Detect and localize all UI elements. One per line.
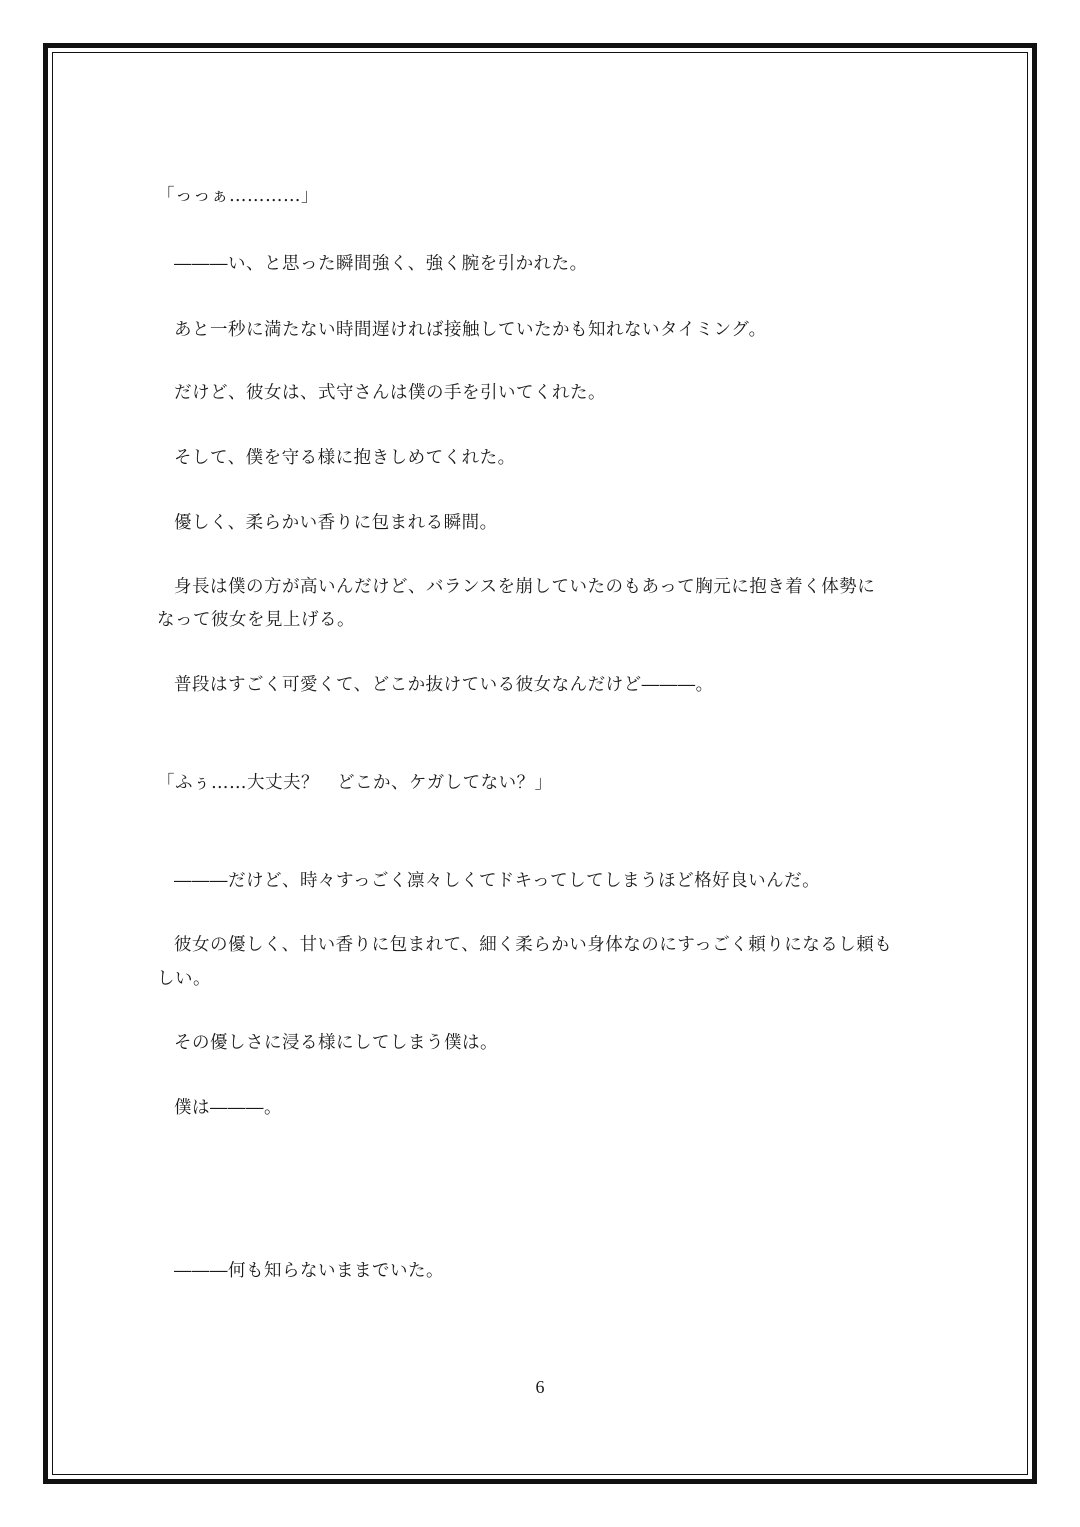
paragraph-line: ―――何も知らないままでいた。 [174,1261,444,1281]
paragraph-line: だけど、彼女は、式守さんは僕の手を引いてくれた。 [174,383,606,403]
dialogue-line: 「ふぅ……大丈夫？ どこか、ケガしてない？」 [157,773,553,793]
paragraph-line: あと一秒に満たない時間遅ければ接触していたかも知れないタイミング。 [174,320,767,340]
paragraph-line: 身長は僕の方が高いんだけど、バランスを崩していたのもあって胸元に抱き着く体勢に [174,577,876,597]
paragraph-line: 優しく、柔らかい香りに包まれる瞬間。 [174,513,498,533]
paragraph-line: 彼女の優しく、甘い香りに包まれて、細く柔らかい身体なのにすっごく頼りになるし頼も [174,935,893,955]
paragraph-line-continued: なって彼女を見上げる。 [157,610,355,630]
paragraph-line-continued: しい。 [157,969,211,989]
paragraph-line: 僕は―――。 [174,1098,282,1118]
paragraph-line: そして、僕を守る様に抱きしめてくれた。 [174,448,516,468]
paragraph-line: ―――い、と思った瞬間強く、強く腕を引かれた。 [174,254,588,274]
dialogue-line: 「っっぁ…………」 [157,186,319,206]
paragraph-line: 普段はすごく可愛くて、どこか抜けている彼女なんだけど―――。 [174,675,714,695]
paragraph-line: ―――だけど、時々すっごく凛々しくてドキってしてしまうほど格好良いんだ。 [174,871,821,891]
paragraph-line: その優しさに浸る様にしてしまう僕は。 [174,1033,498,1053]
page-number: 6 [535,1377,545,1397]
